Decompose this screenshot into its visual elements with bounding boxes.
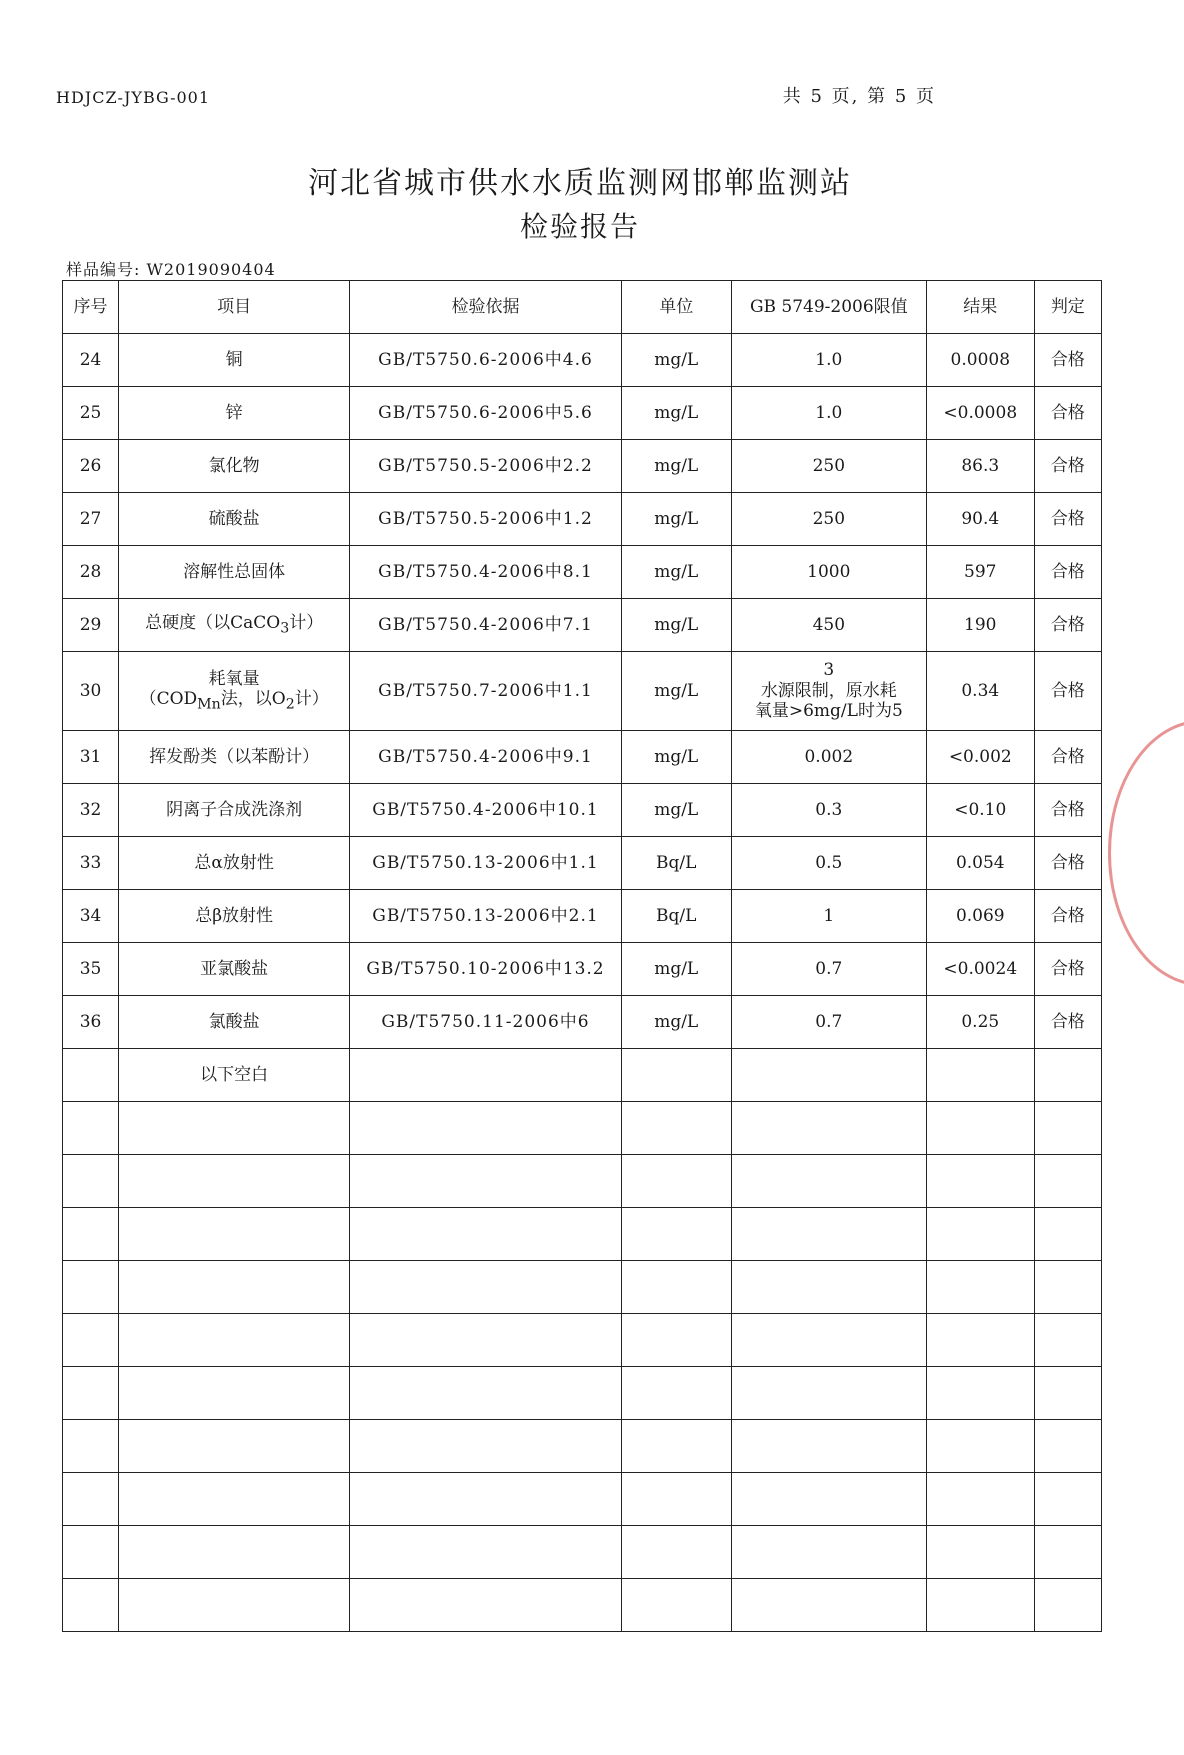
cell-no xyxy=(63,1049,119,1102)
empty-cell xyxy=(1034,1102,1101,1155)
cell-result: <0.10 xyxy=(926,784,1034,837)
empty-cell xyxy=(119,1473,350,1526)
empty-cell xyxy=(1034,1579,1101,1632)
empty-cell xyxy=(926,1367,1034,1420)
cell-verdict: 合格 xyxy=(1034,334,1101,387)
cell-item: 总α放射性 xyxy=(119,837,350,890)
cell-limit: 1000 xyxy=(731,546,926,599)
empty-cell xyxy=(731,1261,926,1314)
cell-verdict: 合格 xyxy=(1034,837,1101,890)
cell-item xyxy=(119,599,350,652)
cell-limit: 250 xyxy=(731,440,926,493)
table-row xyxy=(63,731,1102,784)
cell-item: 铜 xyxy=(119,334,350,387)
cell-item: 阴离子合成洗涤剂 xyxy=(119,784,350,837)
cell-basis xyxy=(350,1049,622,1102)
empty-cell xyxy=(621,1208,731,1261)
table-row-blank-note xyxy=(63,1049,1102,1102)
cell-result: 0.25 xyxy=(926,996,1034,1049)
cell-item: 挥发酚类（以苯酚计） xyxy=(119,731,350,784)
empty-cell xyxy=(926,1420,1034,1473)
cell-basis: GB/T5750.13-2006中2.1 xyxy=(350,890,622,943)
empty-cell xyxy=(1034,1473,1101,1526)
cell-unit: mg/L xyxy=(621,334,731,387)
empty-cell xyxy=(731,1420,926,1473)
empty-cell xyxy=(621,1102,731,1155)
cell-unit: mg/L xyxy=(621,387,731,440)
cell-limit: 450 xyxy=(731,599,926,652)
empty-cell xyxy=(119,1261,350,1314)
empty-cell xyxy=(1034,1314,1101,1367)
cell-result: 0.069 xyxy=(926,890,1034,943)
sample-number: 样品编号: W2019090404 xyxy=(66,260,276,279)
table-row xyxy=(63,996,1102,1049)
empty-cell xyxy=(621,1420,731,1473)
empty-cell xyxy=(926,1473,1034,1526)
table-row-empty xyxy=(63,1367,1102,1420)
empty-cell xyxy=(621,1155,731,1208)
cell-basis: GB/T5750.6-2006中5.6 xyxy=(350,387,622,440)
cell-no: 33 xyxy=(63,837,119,890)
empty-cell xyxy=(1034,1420,1101,1473)
cell-result: <0.0008 xyxy=(926,387,1034,440)
cell-item xyxy=(119,652,350,731)
empty-cell xyxy=(119,1155,350,1208)
item-text: （COD xyxy=(139,689,198,709)
empty-cell xyxy=(350,1473,622,1526)
table-row xyxy=(63,837,1102,890)
limit-text: 氧量>6mg/L时为5 xyxy=(754,701,903,722)
cell-basis: GB/T5750.5-2006中1.2 xyxy=(350,493,622,546)
cell-limit: 0.7 xyxy=(731,996,926,1049)
empty-cell xyxy=(350,1102,622,1155)
table-row xyxy=(63,599,1102,652)
empty-cell xyxy=(63,1208,119,1261)
cell-verdict: 合格 xyxy=(1034,890,1101,943)
empty-cell xyxy=(731,1208,926,1261)
header-cell-limit: GB 5749-2006限值 xyxy=(731,281,926,334)
item-subscript: Mn xyxy=(197,696,221,713)
cell-item: 总β放射性 xyxy=(119,890,350,943)
cell-unit: mg/L xyxy=(621,996,731,1049)
cell-unit xyxy=(621,1049,731,1102)
cell-basis: GB/T5750.7-2006中1.1 xyxy=(350,652,622,731)
cell-limit: 1.0 xyxy=(731,387,926,440)
cell-verdict: 合格 xyxy=(1034,943,1101,996)
empty-cell xyxy=(63,1526,119,1579)
cell-verdict: 合格 xyxy=(1034,546,1101,599)
cell-verdict: 合格 xyxy=(1034,493,1101,546)
cell-verdict: 合格 xyxy=(1034,784,1101,837)
empty-cell xyxy=(621,1314,731,1367)
empty-cell xyxy=(1034,1261,1101,1314)
cell-no: 30 xyxy=(63,652,119,731)
table-row-empty xyxy=(63,1314,1102,1367)
cell-limit: 1.0 xyxy=(731,334,926,387)
item-subscript: 2 xyxy=(285,696,295,713)
cell-no: 31 xyxy=(63,731,119,784)
cell-no: 32 xyxy=(63,784,119,837)
empty-cell xyxy=(731,1314,926,1367)
cell-item: 氯化物 xyxy=(119,440,350,493)
cell-unit: mg/L xyxy=(621,440,731,493)
table-row-empty xyxy=(63,1208,1102,1261)
cell-unit: mg/L xyxy=(621,731,731,784)
cell-verdict: 合格 xyxy=(1034,652,1101,731)
cell-basis: GB/T5750.11-2006中6 xyxy=(350,996,622,1049)
cell-item: 硫酸盐 xyxy=(119,493,350,546)
table-row-empty xyxy=(63,1102,1102,1155)
cell-no: 36 xyxy=(63,996,119,1049)
cell-unit: mg/L xyxy=(621,652,731,731)
table-row xyxy=(63,943,1102,996)
cell-limit xyxy=(731,1049,926,1102)
cell-verdict: 合格 xyxy=(1034,731,1101,784)
results-table xyxy=(62,280,1102,1632)
empty-cell xyxy=(731,1367,926,1420)
empty-cell xyxy=(119,1526,350,1579)
item-text xyxy=(121,689,347,713)
empty-cell xyxy=(350,1367,622,1420)
header-cell-item: 项目 xyxy=(119,281,350,334)
cell-basis: GB/T5750.4-2006中10.1 xyxy=(350,784,622,837)
cell-no: 29 xyxy=(63,599,119,652)
table-row xyxy=(63,334,1102,387)
item-subscript: 3 xyxy=(280,620,290,637)
cell-result: <0.0024 xyxy=(926,943,1034,996)
cell-limit: 0.5 xyxy=(731,837,926,890)
cell-no: 24 xyxy=(63,334,119,387)
empty-cell xyxy=(119,1208,350,1261)
empty-cell xyxy=(350,1155,622,1208)
cell-limit: 250 xyxy=(731,493,926,546)
empty-cell xyxy=(63,1367,119,1420)
empty-cell xyxy=(926,1579,1034,1632)
empty-cell xyxy=(119,1579,350,1632)
empty-cell xyxy=(1034,1367,1101,1420)
item-text: 耗氧量 xyxy=(208,668,260,689)
cell-no: 27 xyxy=(63,493,119,546)
empty-cell xyxy=(63,1261,119,1314)
cell-unit: mg/L xyxy=(621,784,731,837)
item-text: 法，以O xyxy=(220,689,286,709)
empty-cell xyxy=(119,1314,350,1367)
item-text: 计） xyxy=(294,689,329,709)
cell-item: 氯酸盐 xyxy=(119,996,350,1049)
cell-result xyxy=(926,1049,1034,1102)
empty-cell xyxy=(350,1208,622,1261)
table-row-empty xyxy=(63,1261,1102,1314)
empty-cell xyxy=(350,1314,622,1367)
cell-basis: GB/T5750.10-2006中13.2 xyxy=(350,943,622,996)
empty-cell xyxy=(731,1102,926,1155)
table-row-empty xyxy=(63,1526,1102,1579)
header-cell-verdict: 判定 xyxy=(1034,281,1101,334)
empty-cell xyxy=(350,1579,622,1632)
cell-limit: 0.3 xyxy=(731,784,926,837)
cell-result: 0.34 xyxy=(926,652,1034,731)
cell-unit: mg/L xyxy=(621,943,731,996)
empty-cell xyxy=(926,1208,1034,1261)
table-row xyxy=(63,440,1102,493)
cell-basis: GB/T5750.4-2006中7.1 xyxy=(350,599,622,652)
table-row-empty xyxy=(63,1579,1102,1632)
cell-result: 86.3 xyxy=(926,440,1034,493)
cell-no: 28 xyxy=(63,546,119,599)
header-cell-unit: 单位 xyxy=(621,281,731,334)
cell-result: 0.0008 xyxy=(926,334,1034,387)
empty-cell xyxy=(926,1261,1034,1314)
table-row xyxy=(63,387,1102,440)
header-cell-no: 序号 xyxy=(63,281,119,334)
red-seal-stamp xyxy=(1108,720,1184,986)
cell-unit: mg/L xyxy=(621,599,731,652)
cell-basis: GB/T5750.6-2006中4.6 xyxy=(350,334,622,387)
table-row xyxy=(63,652,1102,731)
cell-basis: GB/T5750.13-2006中1.1 xyxy=(350,837,622,890)
cell-limit xyxy=(731,652,926,731)
empty-cell xyxy=(1034,1208,1101,1261)
empty-cell xyxy=(731,1473,926,1526)
cell-unit: Bq/L xyxy=(621,837,731,890)
report-subtitle: 检验报告 xyxy=(519,210,640,243)
cell-basis: GB/T5750.4-2006中8.1 xyxy=(350,546,622,599)
empty-cell xyxy=(926,1155,1034,1208)
cell-result: 90.4 xyxy=(926,493,1034,546)
item-text: 总硬度（以CaCO xyxy=(145,612,281,633)
empty-cell xyxy=(350,1526,622,1579)
cell-basis: GB/T5750.5-2006中2.2 xyxy=(350,440,622,493)
table-row xyxy=(63,493,1102,546)
table-row-empty xyxy=(63,1155,1102,1208)
empty-cell xyxy=(63,1579,119,1632)
empty-cell xyxy=(63,1102,119,1155)
empty-cell xyxy=(926,1314,1034,1367)
empty-cell xyxy=(119,1420,350,1473)
cell-basis: GB/T5750.4-2006中9.1 xyxy=(350,731,622,784)
blank-note: 以下空白 xyxy=(119,1049,350,1102)
cell-result: <0.002 xyxy=(926,731,1034,784)
header-cell-result: 结果 xyxy=(926,281,1034,334)
page-info: 共 5 页, 第 5 页 xyxy=(782,86,936,107)
empty-cell xyxy=(621,1261,731,1314)
table-row xyxy=(63,546,1102,599)
item-text: 计） xyxy=(289,612,324,633)
empty-cell xyxy=(621,1473,731,1526)
table-row xyxy=(63,784,1102,837)
cell-result: 597 xyxy=(926,546,1034,599)
empty-cell xyxy=(731,1526,926,1579)
cell-no: 34 xyxy=(63,890,119,943)
cell-no: 26 xyxy=(63,440,119,493)
empty-cell xyxy=(119,1102,350,1155)
cell-result: 190 xyxy=(926,599,1034,652)
cell-unit: mg/L xyxy=(621,493,731,546)
header-cell-basis: 检验依据 xyxy=(350,281,622,334)
cell-item: 亚氯酸盐 xyxy=(119,943,350,996)
empty-cell xyxy=(350,1261,622,1314)
cell-result: 0.054 xyxy=(926,837,1034,890)
cell-verdict: 合格 xyxy=(1034,996,1101,1049)
table-row xyxy=(63,890,1102,943)
table-row-empty xyxy=(63,1473,1102,1526)
cell-limit: 1 xyxy=(731,890,926,943)
cell-verdict xyxy=(1034,1049,1101,1102)
limit-text: 3 xyxy=(823,660,835,681)
cell-verdict: 合格 xyxy=(1034,387,1101,440)
empty-cell xyxy=(1034,1155,1101,1208)
cell-item: 锌 xyxy=(119,387,350,440)
empty-cell xyxy=(926,1102,1034,1155)
cell-item: 溶解性总固体 xyxy=(119,546,350,599)
empty-cell xyxy=(63,1473,119,1526)
empty-cell xyxy=(621,1367,731,1420)
cell-no: 25 xyxy=(63,387,119,440)
cell-verdict: 合格 xyxy=(1034,440,1101,493)
empty-cell xyxy=(350,1420,622,1473)
empty-cell xyxy=(731,1155,926,1208)
cell-limit: 0.002 xyxy=(731,731,926,784)
report-title: 河北省城市供水水质监测网邯郸监测站 xyxy=(308,166,852,201)
empty-cell xyxy=(63,1155,119,1208)
empty-cell xyxy=(621,1579,731,1632)
document-code: HDJCZ-JYBG-001 xyxy=(56,88,211,107)
cell-limit: 0.7 xyxy=(731,943,926,996)
empty-cell xyxy=(1034,1526,1101,1579)
cell-unit: mg/L xyxy=(621,546,731,599)
empty-cell xyxy=(926,1526,1034,1579)
empty-cell xyxy=(63,1420,119,1473)
empty-cell xyxy=(621,1526,731,1579)
cell-unit: Bq/L xyxy=(621,890,731,943)
empty-cell xyxy=(119,1367,350,1420)
header-row xyxy=(63,281,1102,334)
empty-cell xyxy=(731,1579,926,1632)
limit-text: 水源限制，原水耗 xyxy=(760,680,897,701)
table-row-empty xyxy=(63,1420,1102,1473)
empty-cell xyxy=(63,1314,119,1367)
cell-no: 35 xyxy=(63,943,119,996)
cell-verdict: 合格 xyxy=(1034,599,1101,652)
